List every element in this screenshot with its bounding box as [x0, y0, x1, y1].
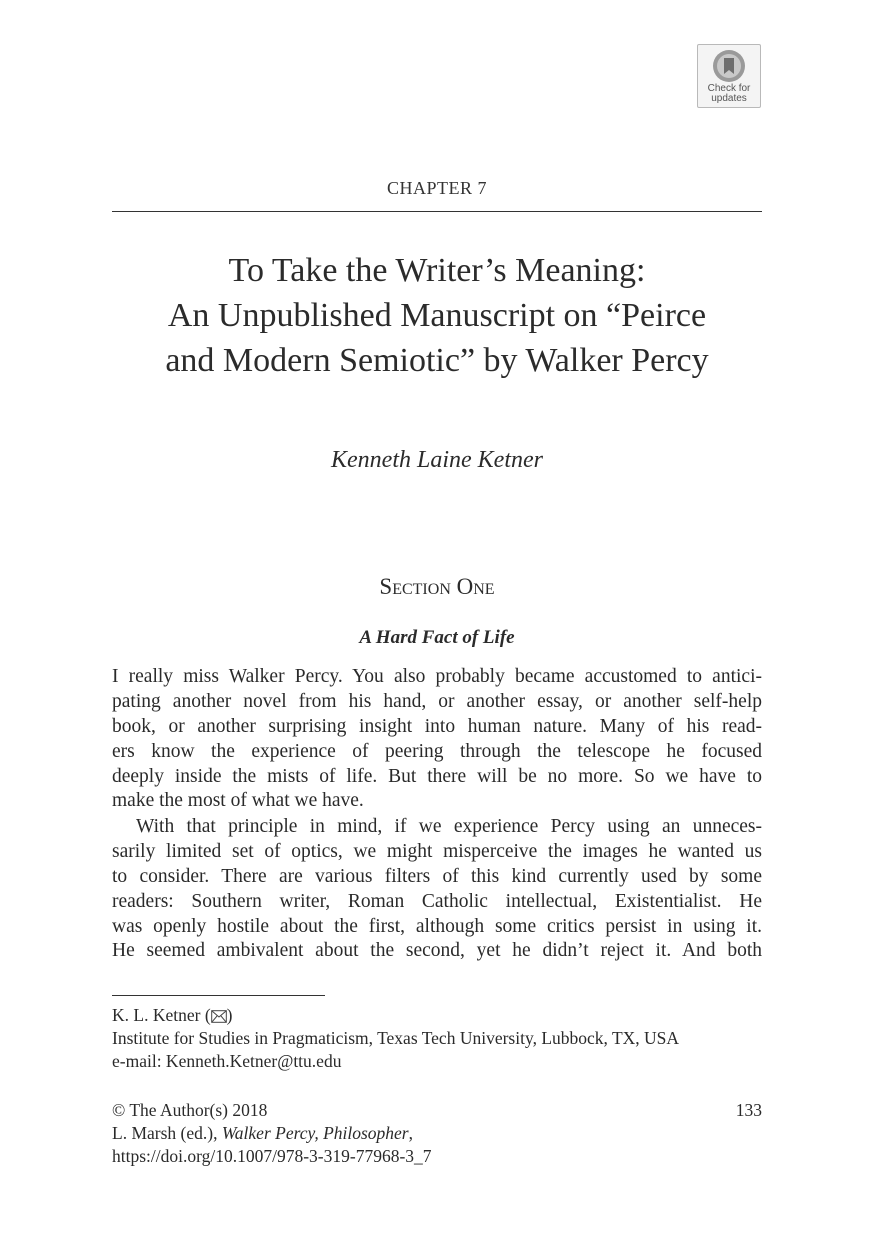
title-line: and Modern Semiotic” by Walker Percy — [165, 342, 709, 379]
section-heading: Section One — [379, 574, 495, 599]
footnote — [112, 1004, 772, 1073]
badge-line-2: updates — [711, 93, 747, 104]
text-line: readers: Southern writer, Roman Catholic intellectual, Existentialist. He — [112, 890, 762, 912]
chapter-rule — [112, 211, 762, 212]
text-line: I really miss Walker Percy. You also probably became accustomed to antici- — [112, 666, 762, 687]
bookmark-icon — [712, 49, 746, 83]
page-number: 133 — [735, 1100, 762, 1120]
text-line: ers know the experience of peering through the telescope he focused — [112, 740, 762, 762]
chapter-label: CHAPTER 7 — [386, 178, 487, 198]
text-line: was openly hostile about the first, although some critics persist in using it. — [112, 915, 762, 937]
text-line: sarily limited set of optics, we might misperceive the images he wanted us — [112, 840, 762, 862]
footnote-author-close: ) — [226, 1005, 233, 1025]
subheading: A Hard Fact of Life — [359, 627, 515, 648]
copyright: © The Author(s) 2018 — [112, 1100, 268, 1120]
footnote-email[interactable]: e-mail: Kenneth.Ketner@ttu.edu — [112, 1051, 342, 1071]
footnote-author-name: K. L. Ketner ( — [112, 1005, 211, 1025]
envelope-icon[interactable] — [211, 1010, 227, 1023]
footnote-affiliation: Institute for Studies in Pragmaticism, Texas Tech University, Lubbock, TX, USA — [112, 1028, 680, 1048]
citation — [112, 1122, 762, 1145]
text-line: pating another novel from his hand, or another essay, or another self-help — [112, 690, 762, 712]
doi-link[interactable]: https://doi.org/10.1007/978-3-319-77968-3_7 — [112, 1146, 432, 1166]
citation-prefix: L. Marsh (ed.), — [112, 1123, 222, 1143]
chapter-title — [112, 248, 762, 383]
text-line: With that principle in mind, if we experience Percy using an unneces- — [136, 816, 762, 837]
citation-suffix: , — [408, 1123, 413, 1143]
footnote-rule — [112, 995, 325, 996]
citation-title: Walker Percy, Philosopher — [221, 1123, 409, 1143]
page-footer — [112, 1099, 762, 1168]
text-line: book, or another surprising insight into human nature. Many of his read- — [112, 715, 762, 737]
text-line: to consider. There are various filters of this kind currently used by some — [112, 865, 762, 887]
paragraph-1 — [112, 665, 762, 814]
author-name: Kenneth Laine Ketner — [331, 447, 543, 473]
footnote-author — [112, 1004, 772, 1027]
title-line: To Take the Writer’s Meaning: — [228, 252, 646, 289]
text-line: He seemed ambivalent about the second, yet he didn’t reject it. And both — [112, 940, 762, 962]
text-line: make the most of what we have. — [112, 790, 364, 812]
text-line: deeply inside the mists of life. But there will be no more. So we have to — [112, 765, 762, 787]
paragraph-2 — [112, 815, 762, 964]
badge-line-1: Check for — [707, 83, 751, 94]
check-for-updates-badge[interactable] — [697, 44, 761, 108]
title-line: An Unpublished Manuscript on “Peirce — [167, 297, 707, 334]
